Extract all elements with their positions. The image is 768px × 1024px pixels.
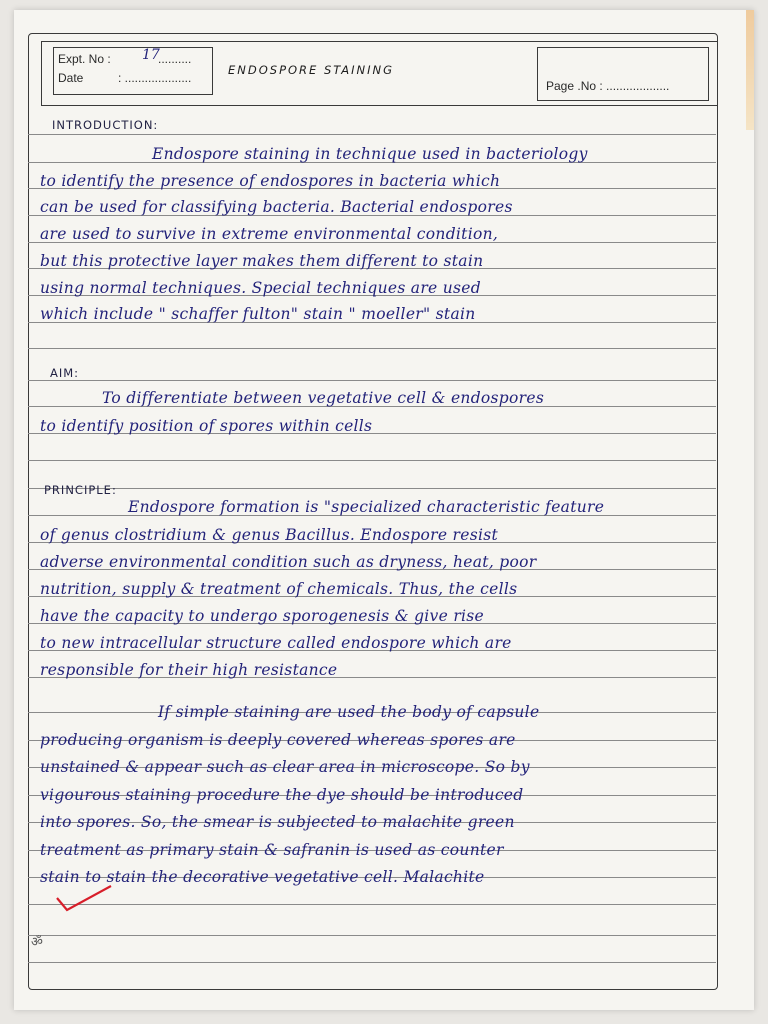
page-title: ENDOSPORE STAINING	[228, 63, 395, 77]
principle-line: responsible for their high resistance	[40, 661, 338, 679]
principle-heading: PRINCIPLE:	[44, 483, 117, 497]
intro-line: Endospore staining in technique used in bacteriology	[152, 145, 588, 163]
expt-dots: ..........	[158, 52, 192, 66]
ruled-line	[28, 962, 716, 963]
page-number-label: Page .No : ...................	[546, 79, 670, 93]
principle-line: unstained & appear such as clear area in microscope. So by	[40, 758, 530, 776]
intro-line: can be used for classifying bacteria. Bacterial endospores	[40, 198, 513, 216]
principle-line: stain to stain the decorative vegetative cell. Malachite	[40, 868, 485, 886]
ruled-line	[28, 904, 716, 905]
intro-line: but this protective layer makes them different to stain	[40, 252, 484, 270]
date-dots: : ....................	[118, 71, 192, 85]
principle-line: adverse environmental condition such as dryness, heat, poor	[40, 553, 537, 571]
principle-line: producing organism is deeply covered whereas spores are	[40, 731, 516, 749]
intro-line: are used to survive in extreme environmental condition,	[40, 225, 499, 243]
ruled-line	[28, 380, 716, 381]
principle-line: into spores. So, the smear is subjected to malachite green	[40, 813, 515, 831]
correction-tick-mark	[55, 884, 115, 914]
margin-doodle: ॐ	[31, 935, 43, 950]
principle-line: Endospore formation is "specialized characteristic feature	[128, 498, 605, 516]
date-label: Date	[58, 71, 84, 85]
aim-heading: AIM:	[50, 366, 80, 380]
intro-line: which include " schaffer fulton" stain " moeller" stain	[40, 305, 476, 323]
ruled-line	[28, 460, 716, 461]
ruled-line	[28, 134, 716, 135]
aim-line: To differentiate between vegetative cell & endospores	[102, 389, 545, 407]
principle-line: to new intracellular structure called endospore which are	[40, 634, 512, 652]
principle-line: If simple staining are used the body of capsule	[158, 703, 540, 721]
intro-line: using normal techniques. Special techniques are used	[40, 279, 481, 297]
ruled-line	[28, 348, 716, 349]
principle-line: of genus clostridium & genus Bacillus. Endospore resist	[40, 526, 499, 544]
principle-line: nutrition, supply & treatment of chemicals. Thus, the cells	[40, 580, 518, 598]
principle-line: have the capacity to undergo sporogenesis & give rise	[40, 607, 485, 625]
expt-value: 17	[142, 47, 160, 63]
principle-line: treatment as primary stain & safranin is used as counter	[40, 841, 504, 859]
aim-line: to identify position of spores within cells	[40, 417, 373, 435]
ruled-line	[28, 935, 716, 936]
page-edge-highlight	[746, 10, 754, 130]
introduction-heading: INTRODUCTION:	[52, 118, 159, 132]
ruled-line	[28, 488, 716, 489]
expt-label: Expt. No :	[58, 52, 111, 66]
intro-line: to identify the presence of endospores in bacteria which	[40, 172, 501, 190]
principle-line: vigourous staining procedure the dye should be introduced	[40, 786, 524, 804]
